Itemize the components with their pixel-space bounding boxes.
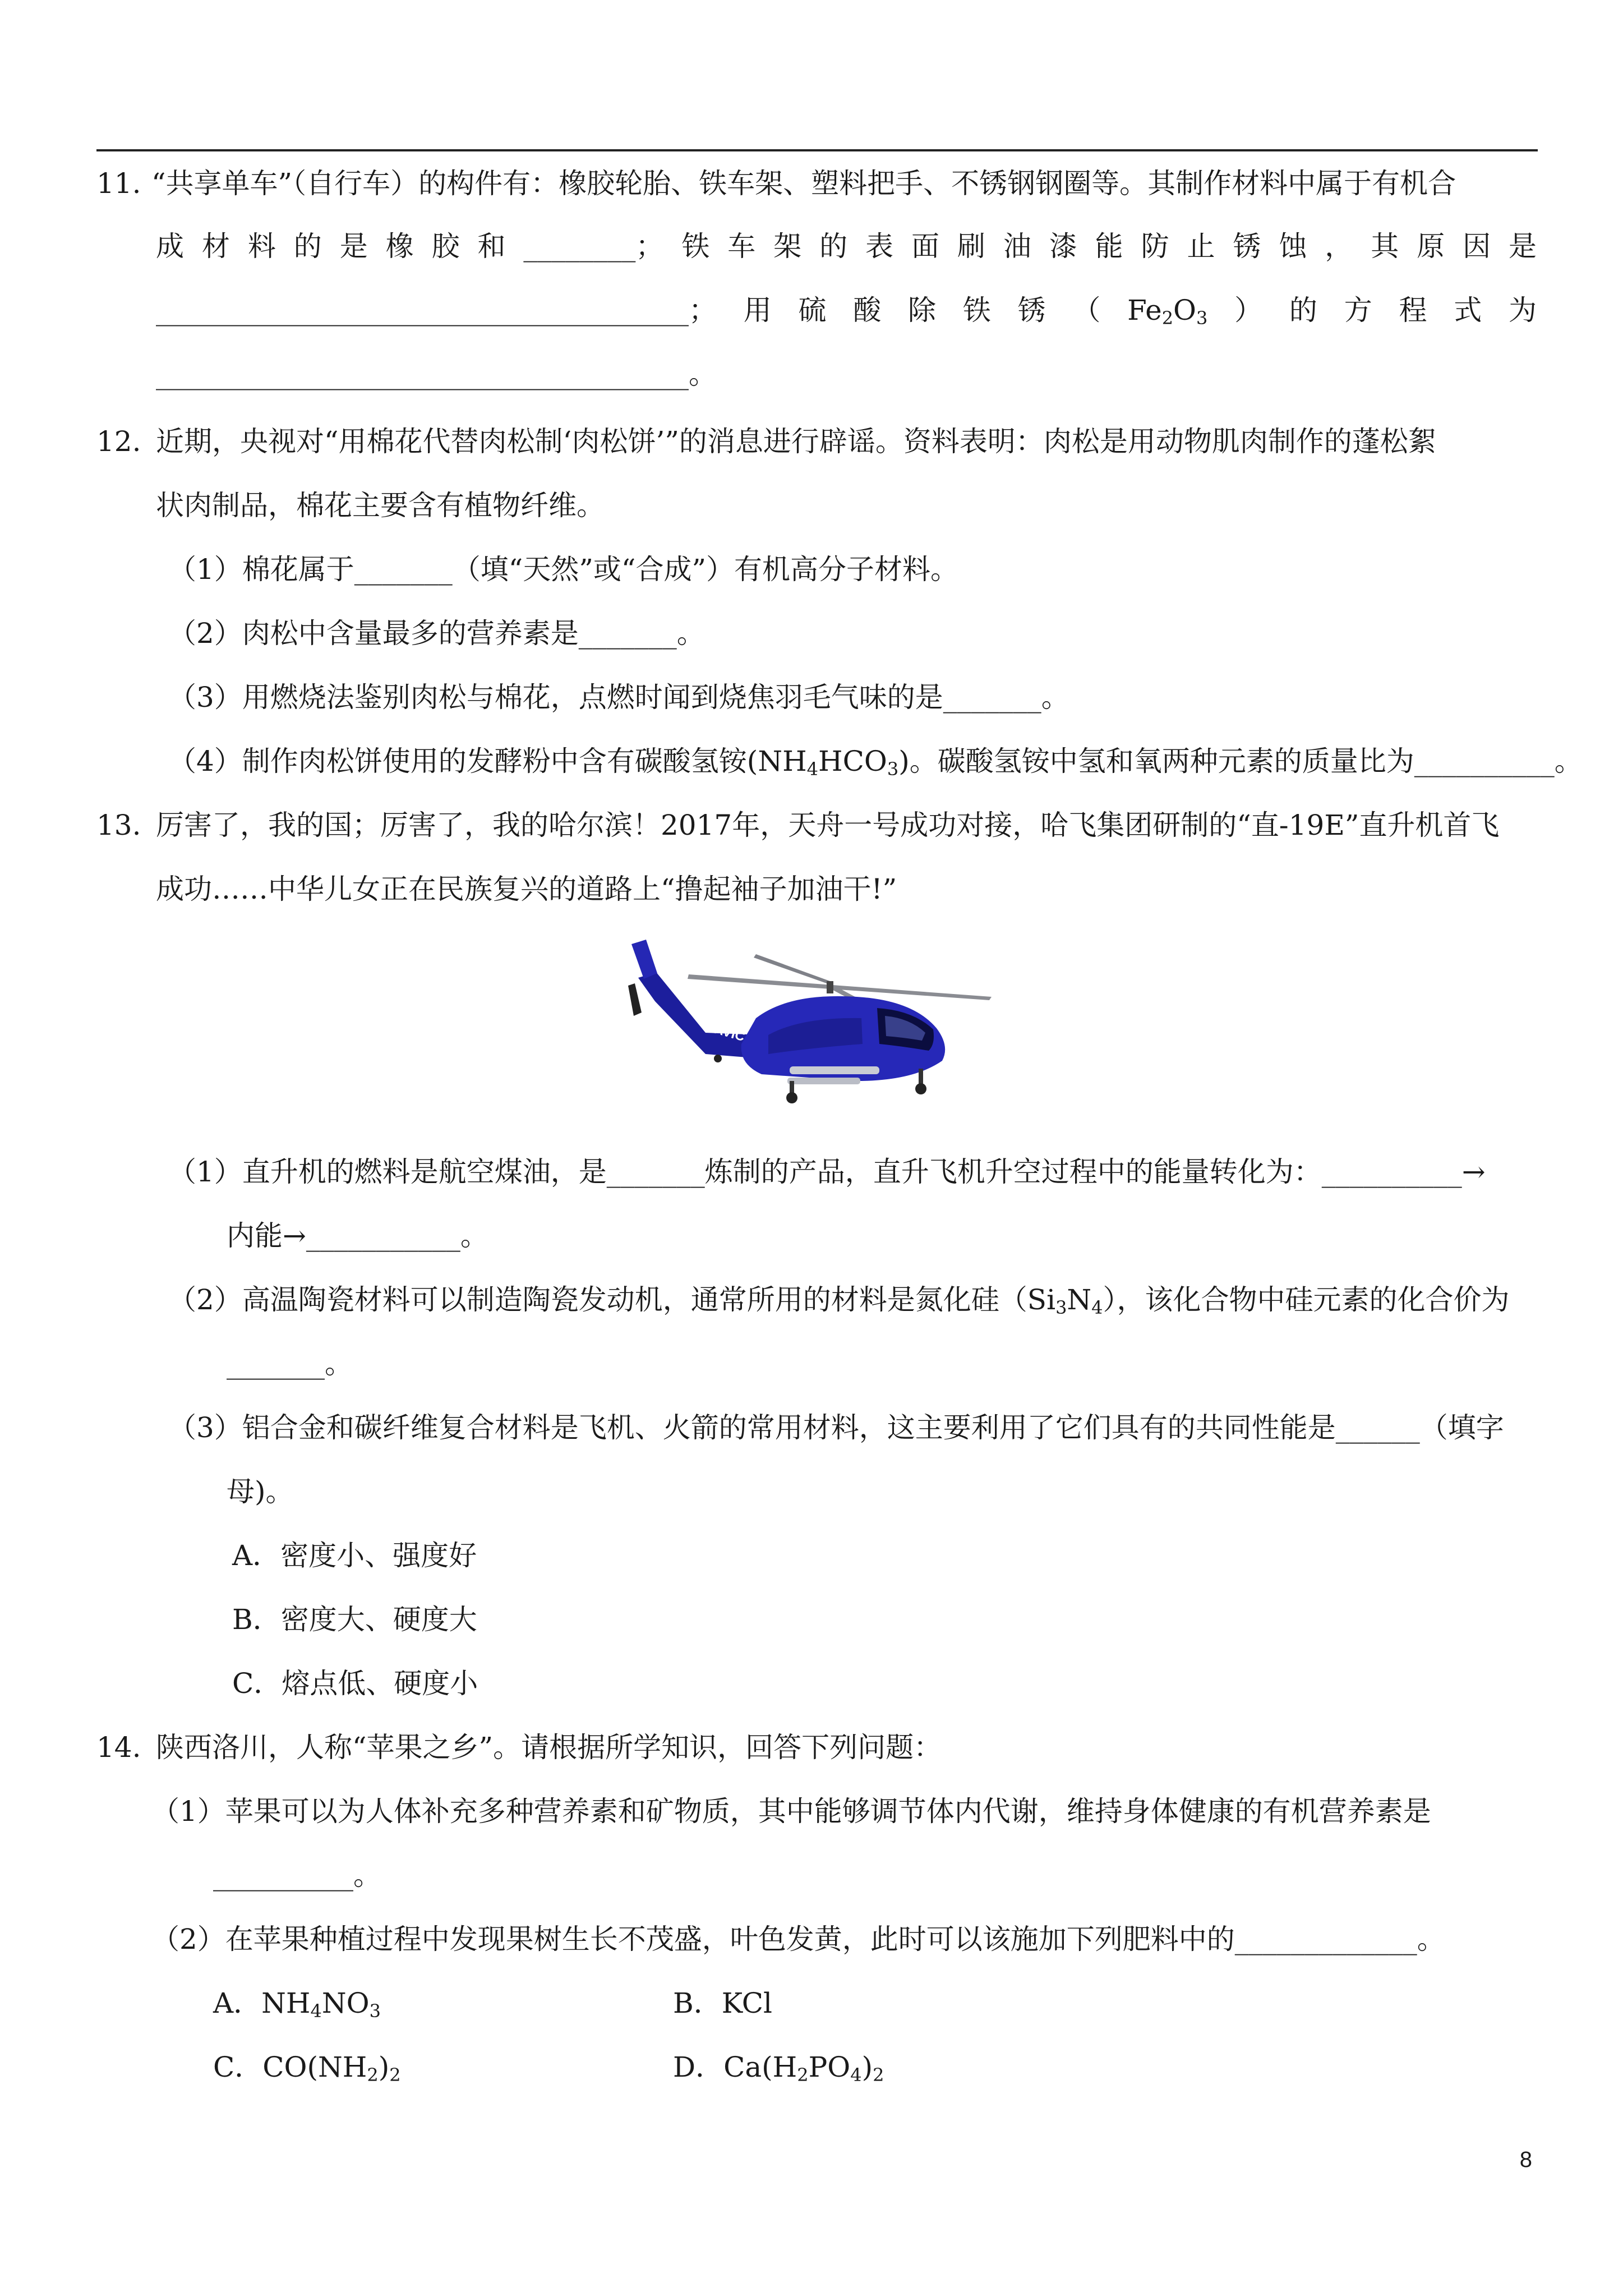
sub-question: （2）高温陶瓷材料可以制造陶瓷发动机，通常所用的材料是氮化硅$(Si_3N_4)$，该化合物中硅元素的化合价为: [168, 1283, 1510, 1318]
sub-question: （2）肉松中含量最多的营养素是_______。: [168, 617, 705, 650]
option-b: B．密度大、硬度大: [232, 1603, 477, 1636]
sub-question: 内能→___________。: [227, 1220, 488, 1252]
question-text: ______________________________________；用硫酸除铁锈$(Fe_2O_3)$的方程式为: [156, 294, 1537, 329]
question-number: 13.: [96, 809, 141, 841]
helicopter-image: [621, 934, 1003, 1114]
answer-blank: ______________________________________。: [156, 358, 717, 390]
sub-question: （4）制作肉松饼使用的发酵粉中含有碳酸氢铵$(NH_4HCO_3)$。碳酸氢铵中氢和氧两种元素的质量比为__________。: [168, 745, 1583, 780]
question-text: “共享单车”（自行车）的构件有：橡胶轮胎、铁车架、塑料把手、不锈钢钢圈等。其制作材料中属于有机合: [151, 167, 1456, 200]
question-text: 陕西洛川，人称“苹果之乡”。请根据所学知识，回答下列问题：: [156, 1731, 942, 1764]
option-b: B．KCl: [673, 1987, 773, 2019]
option-a: A．密度小、强度好: [232, 1539, 477, 1572]
question-text: 成材料的是橡胶和________；铁车架的表面刷油漆能防止锈蚀，其原因是: [156, 230, 1537, 263]
question-text: 成功……中华儿女正在民族复兴的道路上“撸起袖子加油干!”: [156, 873, 897, 905]
sub-question: （3）铝合金和碳纤维复合材料是飞机、火箭的常用材料，这主要利用了它们具有的共同性能是______（填字: [168, 1411, 1504, 1444]
question-number: 12.: [96, 425, 141, 458]
sub-question: （1）苹果可以为人体补充多种营养素和矿物质，其中能够调节体内代谢，维持身体健康的有机营养素是: [151, 1795, 1431, 1828]
page-number: 8: [1519, 2147, 1532, 2172]
question-number: 14.: [96, 1731, 141, 1764]
question-text: 状肉制品，棉花主要含有植物纤维。: [156, 489, 605, 522]
fuselage-logo-text: AVIC: [712, 1021, 747, 1045]
sub-question: （2）在苹果种植过程中发现果树生长不茂盛，叶色发黄，此时可以该施加下列肥料中的_____________。: [151, 1923, 1445, 1955]
option-a: A．$NH_4NO_3$: [213, 1987, 381, 2022]
option-d: D．$Ca(H_2PO_4)_2$: [673, 2051, 884, 2086]
question-text: 厉害了，我的国；厉害了，我的哈尔滨！2017年，天舟一号成功对接，哈飞集团研制的“直-19E”直升机首飞: [156, 809, 1500, 841]
question-text: 近期，央视对“用棉花代替肉松制‘肉松饼’”的消息进行辟谣。资料表明：肉松是用动物肌肉制作的蓬松絮: [156, 425, 1436, 458]
option-c: C．熔点低、硬度小: [232, 1667, 478, 1700]
sub-question: （1）直升机的燃料是航空煤油，是_______炼制的产品，直升飞机升空过程中的能量转化为：__________→: [168, 1156, 1486, 1188]
sub-question: 母)。: [227, 1475, 294, 1508]
sub-question: （3）用燃烧法鉴别肉松与棉花，点燃时闻到烧焦羽毛气味的是_______。: [168, 681, 1069, 714]
sub-question: （1）棉花属于_______（填“天然”或“合成”）有机高分子材料。: [168, 553, 959, 586]
question-number: 11.: [96, 167, 141, 200]
option-c: C．$CO(NH_2)_2$: [213, 2051, 401, 2086]
header-rule: [96, 149, 1538, 151]
answer-blank: _______。: [227, 1347, 353, 1380]
answer-blank: __________。: [213, 1859, 381, 1892]
